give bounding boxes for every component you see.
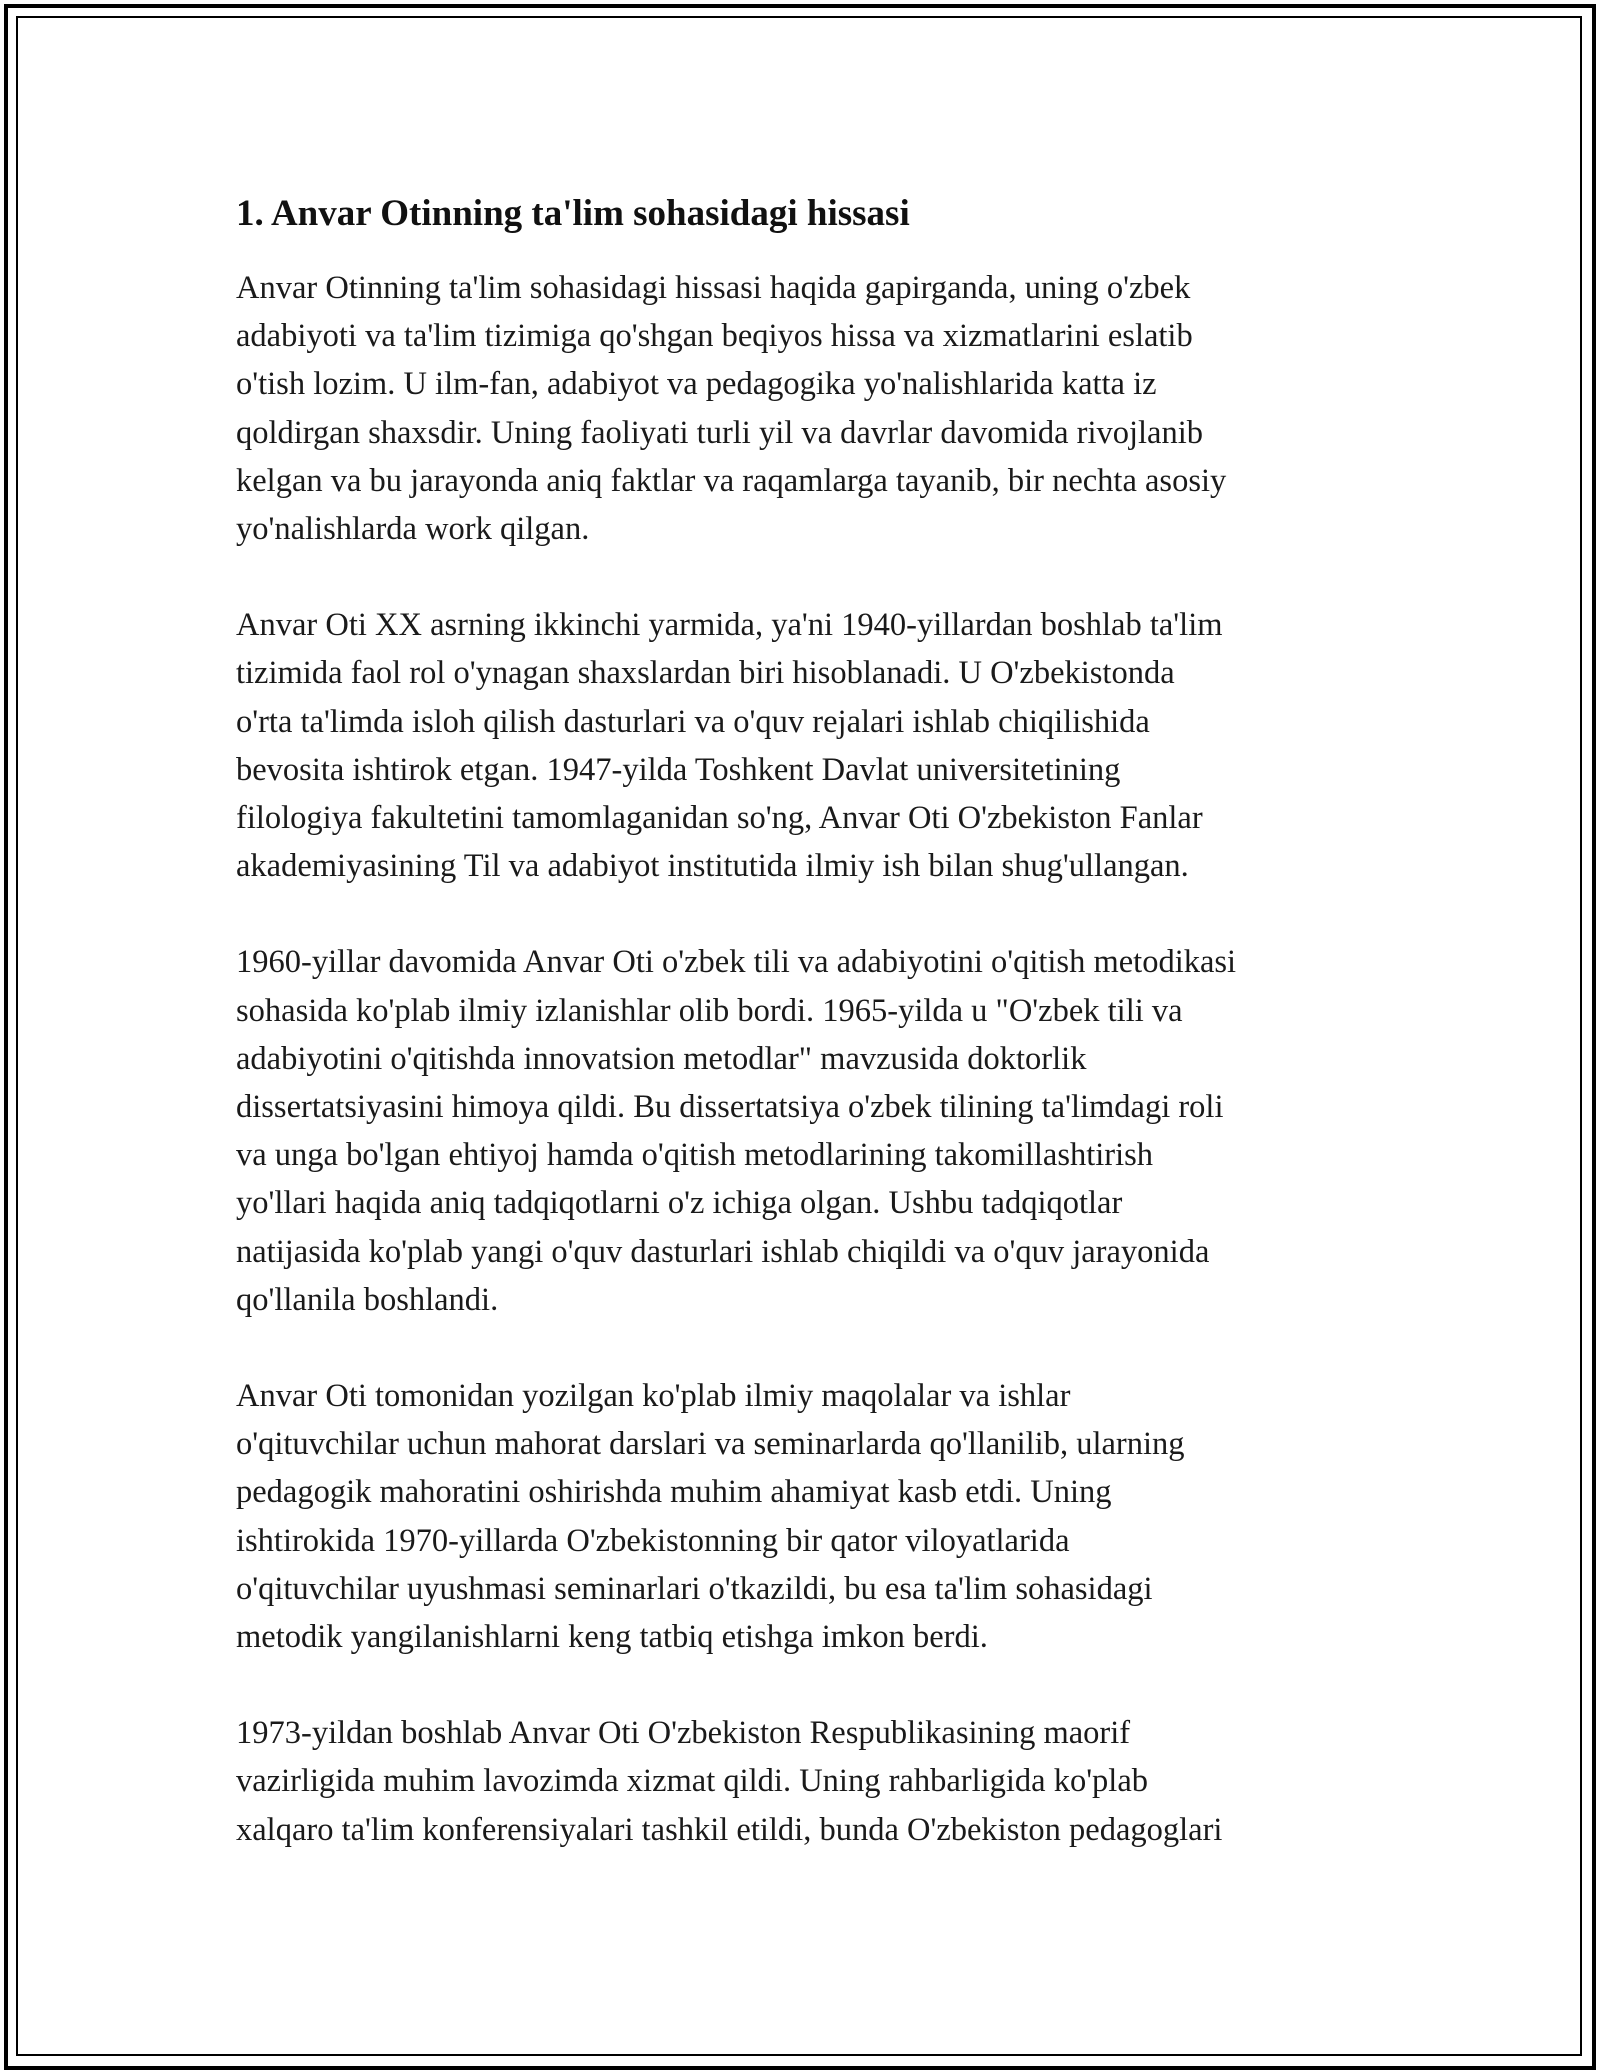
paragraph-3: 1960-yillar davomida Anvar Oti o'zbek tili va adabiyotini o'qitish metodikasi sohasida ko'plab ilmiy izlanishlar olib bordi. 1965-yilda u "O'zbek tili va adabiyotini o'qitishda innovatsion metodlar" mavzusida doktorlik dissertatsiyasini himoya qildi. Bu dissertatsiya o'zbek tilining ta'limdagi roli va unga bo'lgan ehtiyoj hamda o'qitish metodlarining takomillashtirish yo'llari haqida aniq tadqiqotlarni o'z ichiga olgan. Ushbu tadqiqotlar natijasida ko'plab yangi o'quv dasturlari ishlab chiqildi va o'quv jarayonida qo'llanila boshlandi. [236, 944, 1237, 1318]
paragraph-1: Anvar Otinning ta'lim sohasidagi hissasi haqida gapirganda, uning o'zbek adabiyoti va ta'lim tizimiga qo'shgan beqiyos hissa va xizmatlarini eslatib o'tish lozim. U ilm-fan, adabiyot va pedagogika yo'nalishlarida katta iz qoldirgan shaxsdir. Uning faoliyati turli yil va davrlar davomida rivojlanib kelgan va bu jarayonda aniq faktlar va raqamlarga tayanib, bir nechta asosiy yo'nalishlarda work qilgan. [236, 270, 1227, 548]
paragraph-2: Anvar Oti XX asrning ikkinchi yarmida, ya'ni 1940-yillardan boshlab ta'lim tizimida faol rol o'ynagan shaxslardan biri hisoblanadi. U O'zbekistonda o'rta ta'limda isloh qilish dasturlari va o'quv rejalari ishlab chiqilishida bevosita ishtirok etgan. 1947-yilda Toshkent Davlat universitetining filologiya fakultetini tamomlaganidan so'ng, Anvar Oti O'zbekiston Fanlar akademiyasining Til va adabiyot institutida ilmiy ish bilan shug'ullangan. [236, 607, 1223, 885]
section-title: 1. Anvar Otinning ta'lim sohasidagi hissasi [236, 193, 910, 234]
document-body [236, 190, 1386, 1902]
paragraph-5: 1973-yildan boshlab Anvar Oti O'zbekiston Respublikasining maorif vazirligida muhim lavozimda xizmat qildi. Uning rahbarligida ko'plab xalqaro ta'lim konferensiyalari tashkil etildi, bunda O'zbekiston pedagoglari [236, 1715, 1223, 1848]
paragraph-4: Anvar Oti tomonidan yozilgan ko'plab ilmiy maqolalar va ishlar o'qituvchilar uchun mahorat darslari va seminarlarda qo'llanilib, ularning pedagogik mahoratini oshirishda muhim ahamiyat kasb etdi. Uning ishtirokida 1970-yillarda O'zbekistonning bir qator viloyatlarida o'qituvchilar uyushmasi seminarlari o'tkazildi, bu esa ta'lim sohasidagi metodik yangilanishlarni keng tatbiq etishga imkon berdi. [236, 1378, 1185, 1656]
